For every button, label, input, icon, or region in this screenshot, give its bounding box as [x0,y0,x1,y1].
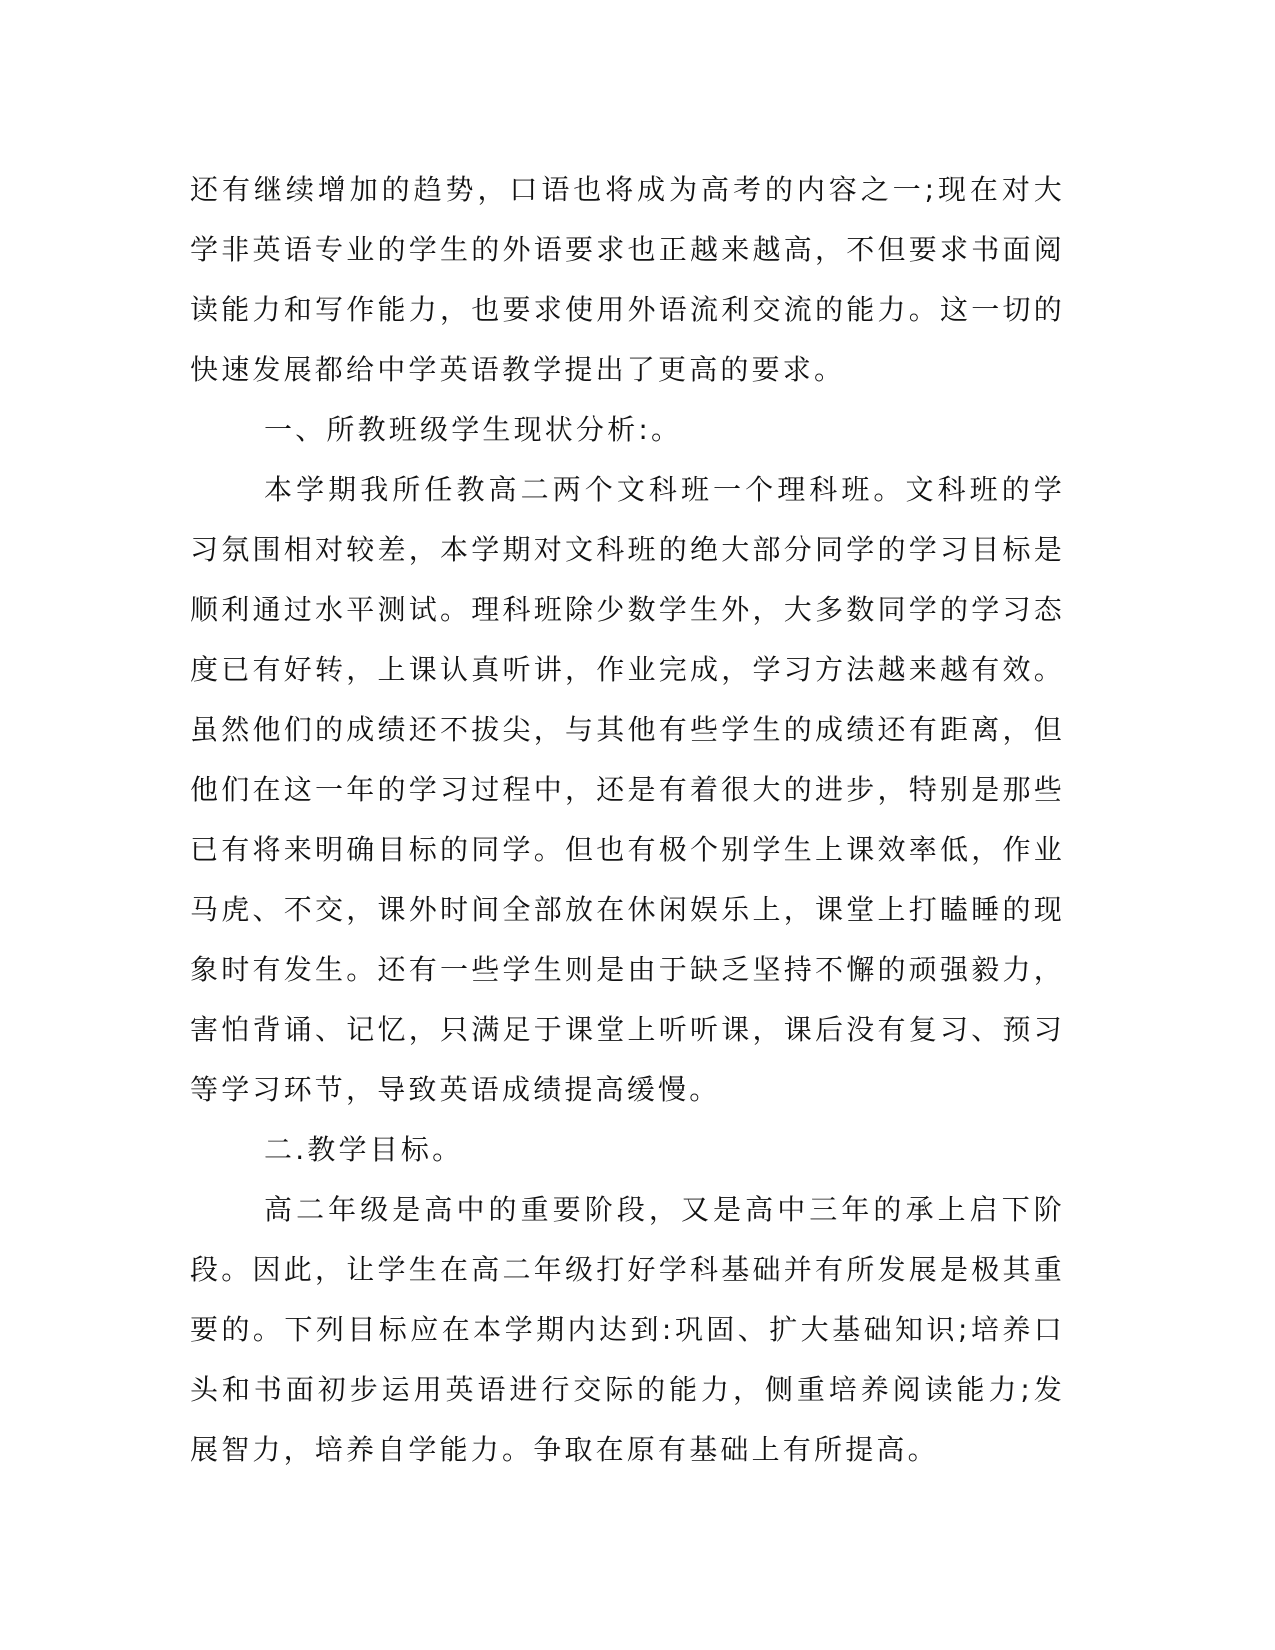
paragraph-continuation: 还有继续增加的趋势，口语也将成为高考的内容之一;现在对大学非英语专业的学生的外语要求也正越来越高，不但要求书面阅读能力和写作能力，也要求使用外语流利交流的能力。这一切的快速发展都给中学英语教学提出了更高的要求。 [190,173,1065,386]
section-heading-teaching-goals: 二.教学目标。 [264,1133,464,1166]
section-heading-student-analysis: 一、所教班级学生现状分析:。 [264,413,683,446]
document-body [190,160,1065,1480]
paragraph-teaching-goals: 高二年级是高中的重要阶段，又是高中三年的承上启下阶段。因此，让学生在高二年级打好学科基础并有所发展是极其重要的。下列目标应在本学期内达到:巩固、扩大基础知识;培养口头和书面初步运用英语进行交际的能力，侧重培养阅读能力;发展智力，培养自学能力。争取在原有基础上有所提高。 [190,1193,1065,1466]
paragraph-student-analysis: 本学期我所任教高二两个文科班一个理科班。文科班的学习氛围相对较差，本学期对文科班的绝大部分同学的学习目标是顺利通过水平测试。理科班除少数学生外，大多数同学的学习态度已有好转，上课认真听讲，作业完成，学习方法越来越有效。虽然他们的成绩还不拔尖，与其他有些学生的成绩还有距离，但他们在这一年的学习过程中，还是有着很大的进步，特别是那些已有将来明确目标的同学。但也有极个别学生上课效率低，作业马虎、不交，课外时间全部放在休闲娱乐上，课堂上打瞌睡的现象时有发生。还有一些学生则是由于缺乏坚持不懈的顽强毅力，害怕背诵、记忆，只满足于课堂上听听课，课后没有复习、预习等学习环节，导致英语成绩提高缓慢。 [190,473,1065,1106]
